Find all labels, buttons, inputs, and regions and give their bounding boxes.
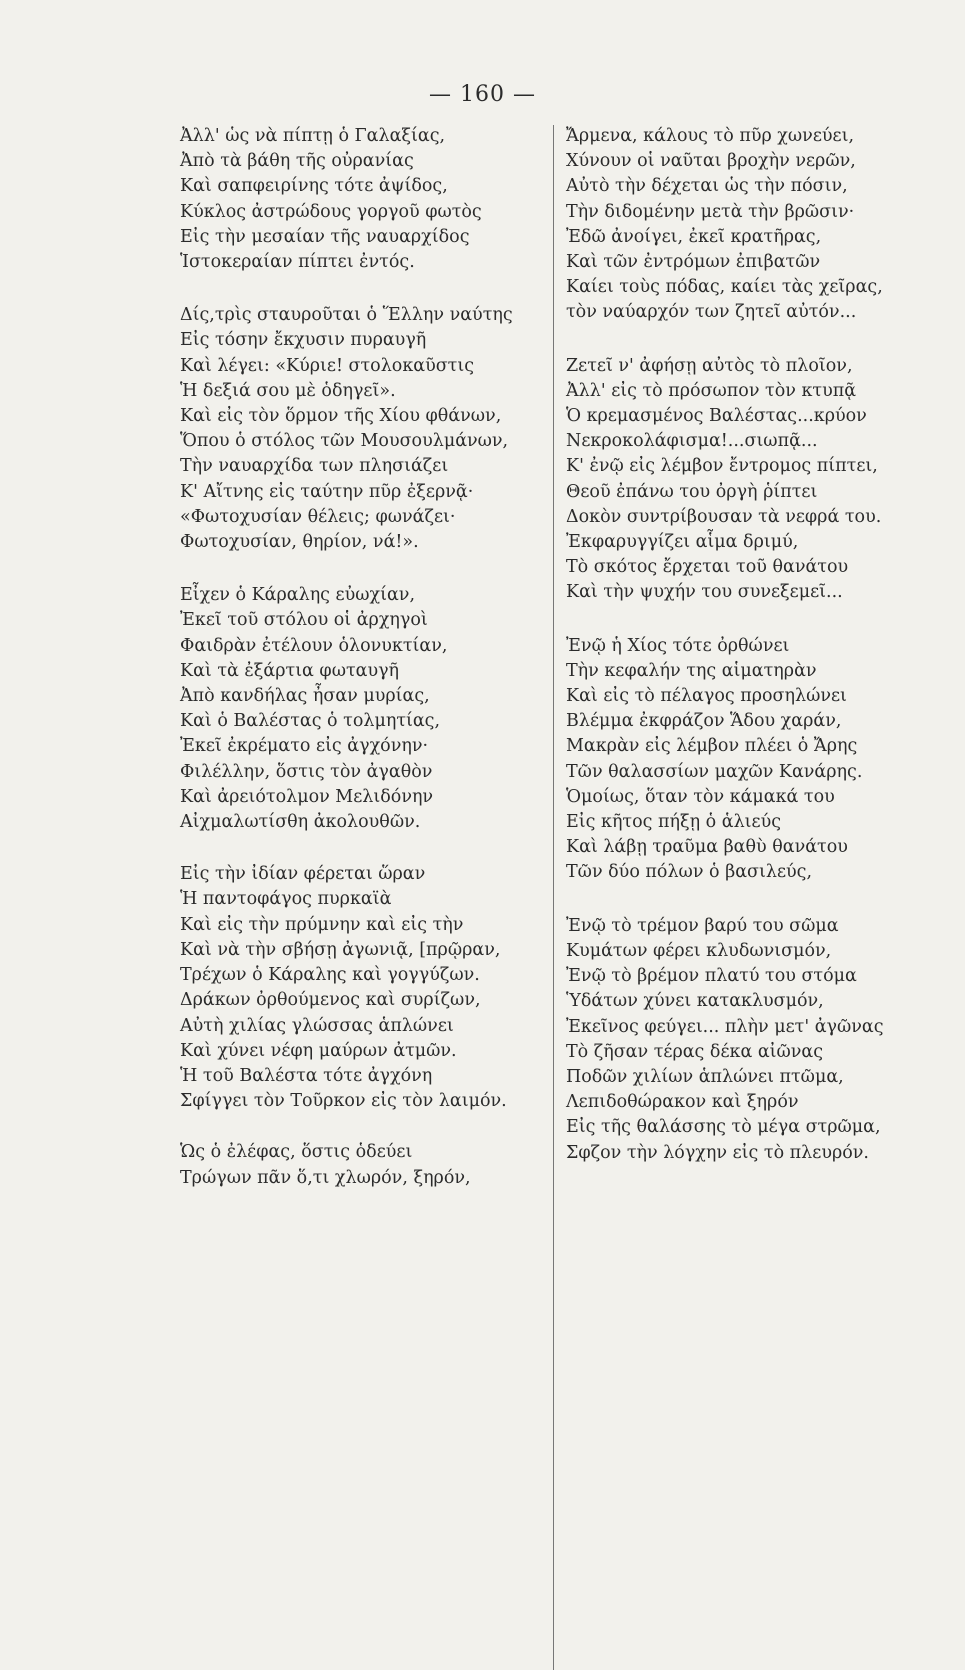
verse-line: Ἐκεῖ ἐκρέματο εἰς ἀγχόνην· [180,736,429,757]
verse-line: Καὶ λάβῃ τραῦμα βαθὺ θανάτου [566,837,848,858]
verse-line: Ὁμοίως, ὅταν τὸν κάμακά του [566,786,835,807]
verse-line: Τὸ σκότος ἔρχεται τοῦ θανάτου [566,557,849,578]
verse-line: Καὶ ἀρειότολμον Μελιδόνην [180,786,434,807]
verse-line: Καὶ νὰ τὴν σβήσῃ ἀγωνιᾷ, [πρῷραν, [180,939,501,960]
verse-line: Εἰς κῆτος πήξῃ ὁ ἁλιεύς [566,812,782,833]
verse-line: Δίς,τρὶς σταυροῦται ὁ Ἕλλην ναύτης [180,305,513,326]
verse-line: Αἰχμαλωτίσθη ἀκολουθῶν. [180,812,421,833]
verse-line: Καὶ εἰς τὴν πρύμνην καὶ εἰς τὴν [180,914,464,935]
stanza [180,124,540,275]
verse-line: Ὡς ὁ ἐλέφας, ὅστις ὁδεύει [180,1142,413,1163]
verse-line: Ἐκφαρυγγίζει αἷμα δριμύ, [566,532,799,553]
verse-line: Ζετεῖ ν' ἀφήσῃ αὐτὸς τὸ πλοῖον, [566,355,853,376]
verse-line: Τρώγων πᾶν ὅ,τι χλωρόν, ξηρόν, [180,1167,471,1188]
stanza [566,354,956,606]
verse-line: Ἐνῷ τὸ βρέμον πλατύ του στόμα [566,966,857,987]
verse-line: Τὴν διδομένην μετὰ τὴν βρῶσιν· [566,201,855,222]
verse-line: Λεπιδοθώρακον καὶ ξηρόν [566,1092,799,1113]
verse-line: «Φωτοχυσίαν θέλεις; φωνάζει· [180,506,456,527]
verse-line: Ὅπου ὁ στόλος τῶν Μουσουλμάνων, [180,431,509,452]
verse-line: Χύνουν οἱ ναῦται βροχὴν νερῶν, [566,151,856,172]
verse-line: Καὶ σαπφειρίνης τότε ἀψίδος, [180,176,448,197]
verse-line: Τὸ ζῆσαν τέρας δέκα αἰῶνας [566,1041,824,1062]
verse-line: Ἐκεῖνος φεύγει... πλὴν μετ' ἀγῶνας [566,1016,884,1037]
verse-line: τὸν ναύαρχόν των ζητεῖ αὐτόν... [566,302,857,323]
verse-line: Ἡ τοῦ Βαλέστα τότε ἀγχόνη [180,1065,433,1086]
verse-line: Θεοῦ ἐπάνω του ὀργὴ ῥίπτει [566,481,818,502]
verse-line: Ἀπὸ τὰ βάθη τῆς οὐρανίας [180,151,414,172]
verse-line: Ἡ παντοφάγος πυρκαϊὰ [180,889,392,910]
stanza [180,303,540,555]
verse-line: Τὴν κεφαλήν της αἱματηρὰν [566,660,817,681]
verse-line: Ἄρμενα, κάλους τὸ πῦρ χωνεύει, [566,126,855,146]
verse-line: Ἐδῶ ἀνοίγει, ἐκεῖ κρατῆρας, [566,226,822,247]
stanza [566,634,956,886]
verse-line: Εἰς τόσην ἔκχυσιν πυραυγῆ [180,330,427,351]
verse-line: Ἀλλ' ὡς νὰ πίπτῃ ὁ Γαλαξίας, [180,126,446,146]
verse-line: Ἀπὸ κανδήλας ἦσαν μυρίας, [180,686,430,707]
verse-line: Καὶ λέγει: «Κύριε! στολοκαῦστις [180,355,475,376]
stanza [180,862,540,1114]
verse-line: Φωτοχυσίαν, θηρίον, νά!». [180,532,419,553]
stanza [566,124,956,326]
verse-line: Ἐκεῖ τοῦ στόλου οἱ ἀρχηγοὶ [180,610,428,631]
verse-line: Κυμάτων φέρει κλυδωνισμόν, [566,940,832,961]
stanza [566,914,956,1166]
verse-line: Τῶν δύο πόλων ὁ βασιλεύς, [566,862,813,883]
verse-line: Καὶ εἰς τὸν ὅρμον τῆς Χίου φθάνων, [180,406,502,427]
verse-line: Εἶχεν ὁ Κάραλης εὐωχίαν, [180,585,416,606]
verse-line: Κ' ἐνῷ εἰς λέμβον ἔντρομος πίπτει, [566,456,878,477]
verse-line: Δράκων ὀρθούμενος καὶ συρίζων, [180,990,481,1011]
verse-line: Ὁ κρεμασμένος Βαλέστας...κρύον [566,406,867,427]
verse-line: Κ' Αἴτνης εἰς ταύτην πῦρ ἐξερνᾷ· [180,481,474,502]
verse-line: Εἰς τῆς θαλάσσης τὸ μέγα στρῶμα, [566,1117,881,1138]
verse-line: Καὶ τῶν ἐντρόμων ἐπιβατῶν [566,252,821,273]
verse-line: Μακρὰν εἰς λέμβον πλέει ὁ Ἄρης [566,736,858,757]
verse-line: Εἰς τὴν μεσαίαν τῆς ναυαρχίδος [180,226,470,247]
verse-line: Αὐτὸ τὴν δέχεται ὡς τὴν πόσιν, [566,176,848,197]
stanza [180,583,540,835]
stanza [180,1140,540,1190]
verse-line: Ποδῶν χιλίων ἁπλώνει πτῶμα, [566,1066,844,1087]
verse-line: Ἐνῷ τὸ τρέμον βαρύ του σῶμα [566,915,839,936]
verse-line: Βλέμμα ἐκφράζον Ἅδου χαράν, [566,711,842,732]
verse-line: Καὶ τὰ ἐξάρτια φωταυγῆ [180,660,400,681]
verse-line: Τρέχων ὁ Κάραλης καὶ γογγύζων. [180,965,480,986]
verse-line: Καὶ ὁ Βαλέστας ὁ τολμητίας, [180,711,441,732]
verse-line: Σφζον τὴν λόγχην εἰς τὸ πλευρόν. [566,1142,869,1163]
left-column [180,124,540,1191]
verse-line: Τῶν θαλασσίων μαχῶν Κανάρης. [566,761,863,782]
verse-line: Εἰς τὴν ἰδίαν φέρεται ὥραν [180,864,426,885]
page-number: — 160 — [429,82,536,107]
verse-line: Φαιδρὰν ἐτέλουν ὁλονυκτίαν, [180,635,448,656]
verse-line: Φιλέλλην, ὅστις τὸν ἀγαθὸν [180,761,433,782]
verse-line: Ἐνῷ ἡ Χίος τότε ὀρθώνει [566,635,790,656]
verse-line: Νεκροκολάφισμα!...σιωπᾷ... [566,431,818,452]
verse-line: Καὶ εἰς τὸ πέλαγος προσηλώνει [566,686,847,707]
verse-line: Ἱστοκεραίαν πίπτει ἐντός. [180,252,415,273]
verse-line: Καὶ χύνει νέφη μαύρων ἀτμῶν. [180,1040,457,1061]
column-divider [553,125,554,1670]
verse-line: Ἀλλ' εἰς τὸ πρόσωπον τὸν κτυπᾷ [566,380,857,401]
verse-line: Ὑδάτων χύνει κατακλυσμόν, [566,991,824,1012]
verse-line: Καὶ τὴν ψυχήν του συνεξεμεῖ... [566,582,843,603]
verse-line: Σφίγγει τὸν Τοῦρκον εἰς τὸν λαιμόν. [180,1091,507,1112]
verse-line: Κύκλος ἀστρώδους γοργοῦ φωτὸς [180,201,482,222]
verse-line: Ἡ δεξιά σου μὲ ὁδηγεῖ». [180,380,396,401]
verse-line: Καίει τοὺς πόδας, καίει τὰς χεῖρας, [566,277,883,298]
verse-line: Αὐτὴ χιλίας γλώσσας ἁπλώνει [180,1015,454,1036]
verse-line: Τὴν ναυαρχίδα των πλησιάζει [180,456,449,477]
right-column [566,124,956,1166]
verse-line: Δοκὸν συντρίβουσαν τὰ νεφρά του. [566,506,882,527]
